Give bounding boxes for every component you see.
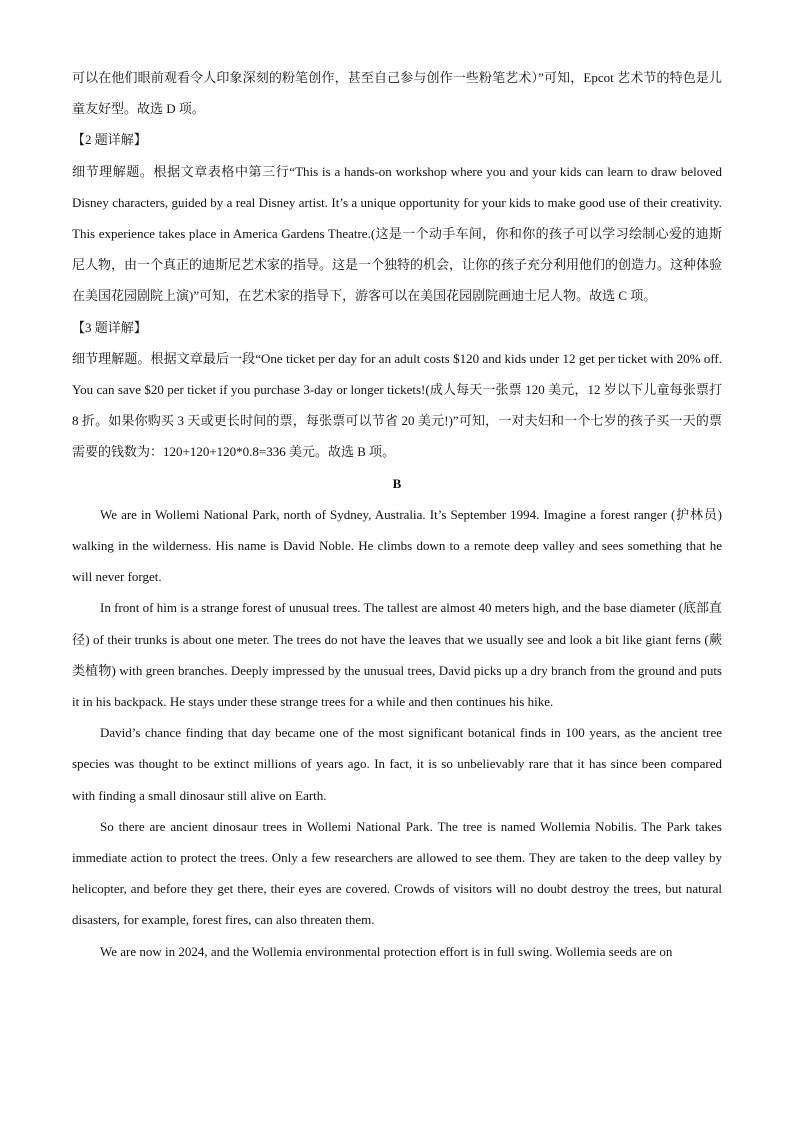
passage-b-paragraph-5: We are now in 2024, and the Wollemia environmental protection effort is in full swing. Wollemia seeds are on — [100, 943, 673, 959]
answer-1-continuation: 可以在他们眼前观看令人印象深刻的粉笔创作，甚至自己参与创作一些粉笔艺术）”可知，Epcot 艺术节的特色是儿童友好型。故选 D 项。 — [72, 70, 722, 117]
document-page — [72, 62, 722, 967]
question-2-heading: 【2 题详解】 — [72, 132, 147, 148]
question-2-explanation: 细节理解题。根据文章表格中第三行“This is a hands-on workshop where you and your kids can learn to draw beloved Disney characters, guided by a real Disney artist. It’s a unique opportunity for your kids to make good use of their creativity. This experience takes place in America Gardens Theatre.(这是一个动手车间，你和你的孩子可以学习绘制心爱的迪斯尼人物，由一个真正的迪斯尼艺术家的指导。这是一个独特的机会，让你的孩子充分利用他们的创造力。这种体验在美国花园剧院上演)”可知，在艺术家的指导下，游客可以在美国花园剧院画迪士尼人物。故选 C 项。 — [72, 163, 723, 304]
passage-b-paragraph-2: In front of him is a strange forest of unusual trees. The tallest are almost 40 meters high, and the base diameter (底部直径) of their trunks is about one meter. The trees do not have the leaves that we usually see and look a bit like giant ferns (蕨类植物) with green branches. Deeply impressed by the unusual trees, David picks up a dry branch from the ground and puts it in his backpack. He stays under these strange trees for a while and then continues his hike. — [72, 600, 722, 710]
question-3-heading: 【3 题详解】 — [72, 319, 147, 335]
passage-b-paragraph-4: So there are ancient dinosaur trees in Wollemi National Park. The tree is named Wollemia Nobilis. The Park takes immediate action to protect the trees. Only a few researchers are allowed to see them. They are taken to the deep valley by helicopter, and before they get there, their eyes are covered. Crowds of visitors will no doubt destroy the trees, but natural disasters, for example, forest fires, can also threaten them. — [72, 818, 722, 928]
passage-b-paragraph-3: David’s chance finding that day became one of the most significant botanical finds in 100 years, as the ancient tree species was thought to be extinct millions of years ago. In fact, it is so unbelievably rare that it has since been compared with finding a small dinosaur still alive on Earth. — [72, 725, 722, 803]
question-3-explanation: 细节理解题。根据文章最后一段“One ticket per day for an adult costs $120 and kids under 12 get per ticket with 20% off. You can save $20 per ticket if you purchase 3-day or longer tickets!(成人每天一张票 120 美元，12 岁以下儿童每张票打 8 折。如果你购买 3 天或更长时间的票，每张票可以节省 20 美元!)”可知，一对夫妇和一个七岁的孩子买一天的票需要的钱数为：120+120+120*0.8=336 美元。故选 B 项。 — [72, 350, 722, 460]
passage-b-paragraph-1: We are in Wollemi National Park, north of Sydney, Australia. It’s September 1994. Imagine a forest ranger (护林员) walking in the wilderness. His name is David Noble. He climbs down to a remote deep valley and sees something that he will never forget. — [72, 506, 722, 585]
section-b-label: B — [392, 475, 402, 491]
